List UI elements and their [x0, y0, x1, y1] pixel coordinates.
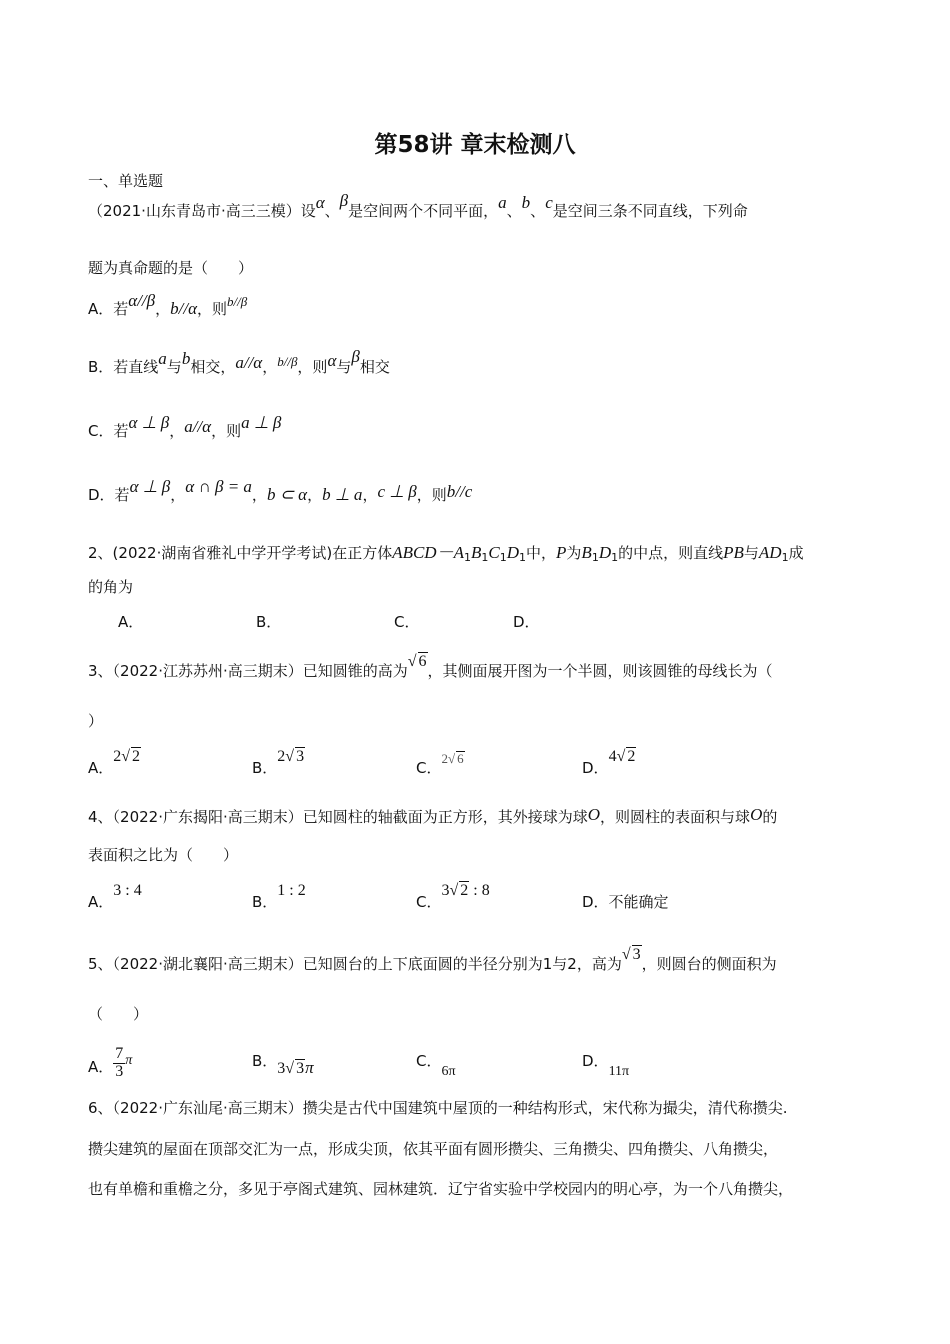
- question-2-line-1: 2、(2022·湖南省雅礼中学开学考试)在正方体$ABCD-A_1B_1C_1D_1$中，P为$B_1D_1$的中点，则直线PB与$AD_1$成: [88, 543, 804, 564]
- question-1-option-c: C．若α ⊥ β，a//α，则a ⊥ β: [88, 413, 282, 440]
- question-6-line-3: 也有单檐和重檐之分，多见于亭阁式建筑、园林建筑．辽宁省实验中学校园内的明心亭，为一个八角攒尖，: [88, 1180, 794, 1198]
- question-1-option-d: D．若α ⊥ β，α ∩ β = a，b ⊂ α，b ⊥ a，c ⊥ β，则b//c: [88, 477, 473, 504]
- question-1-line-1: （2021·山东青岛市·高三三模）设α、β是空间两个不同平面，a、b、c是空间三条不同直线，下列命: [88, 191, 748, 220]
- question-4-option-d: D．不能确定: [582, 893, 669, 911]
- question-4-option-b: B．1 : 2: [252, 882, 306, 911]
- question-2-line-2: 的角为: [88, 578, 134, 596]
- question-1-option-a: A．若α//β，b//α，则b//β: [88, 291, 248, 318]
- section-heading: 一、单选题: [88, 172, 164, 190]
- question-2-option-c: C．: [394, 613, 420, 631]
- question-3-line-2: ）: [88, 712, 104, 730]
- question-5-line-1: 5、（2022·湖北襄阳·高三期末）已知圆台的上下底面圆的半径分别为1与2，高为√ 3，则圆台的侧面积为: [88, 946, 777, 973]
- question-4-line-2: 表面积之比为（ ）: [88, 846, 239, 864]
- question-5-option-b: B．3√ 3π: [252, 1052, 314, 1077]
- question-1-line-2: 题为真命题的是（ ）: [88, 259, 254, 277]
- question-5-line-2: （ ）: [88, 1005, 149, 1023]
- question-3-option-c: C．2√ 6: [416, 751, 464, 777]
- page-title: 第58讲 章末检测八: [374, 132, 576, 158]
- question-6-line-1: 6、（2022·广东汕尾·高三期末）攒尖是古代中国建筑中屋顶的一种结构形式，宋代称为撮尖，清代称攒尖.: [88, 1099, 788, 1117]
- question-3-option-d: D．4√ 2: [582, 748, 636, 777]
- question-2-option-d: D．: [513, 613, 540, 631]
- question-1-option-b: B．若直线a与b相交，a//α，b//β，则α与β相交: [88, 347, 390, 376]
- question-5-option-a: A． $\frac{7}{3}$ π: [88, 1045, 133, 1080]
- question-3-line-1: 3、（2022·江苏苏州·高三期末）已知圆锥的高为√ 6，其侧面展开图为一个半圆，则该圆锥的母线长为（: [88, 653, 773, 680]
- question-4-option-c: C．3√ 2 : 8: [416, 882, 490, 911]
- question-4-line-1: 4、（2022·广东揭阳·高三期末）已知圆柱的轴截面为正方形，其外接球为球O，则圆柱的表面积与球O的: [88, 805, 778, 826]
- question-3-option-b: B．2√ 3: [252, 748, 305, 777]
- question-5-option-c: C．6π: [416, 1052, 456, 1079]
- question-6-line-2: 攒尖建筑的屋面在顶部交汇为一点，形成尖顶，依其平面有圆形攒尖、三角攒尖、四角攒尖、八角攒尖，: [88, 1140, 779, 1158]
- question-2-option-a: A．: [118, 613, 144, 631]
- question-2-option-b: B．: [256, 613, 282, 631]
- question-4-option-a: A．3 : 4: [88, 882, 142, 911]
- question-3-option-a: A．2√ 2: [88, 748, 141, 777]
- question-5-option-d: D．11π: [582, 1052, 630, 1079]
